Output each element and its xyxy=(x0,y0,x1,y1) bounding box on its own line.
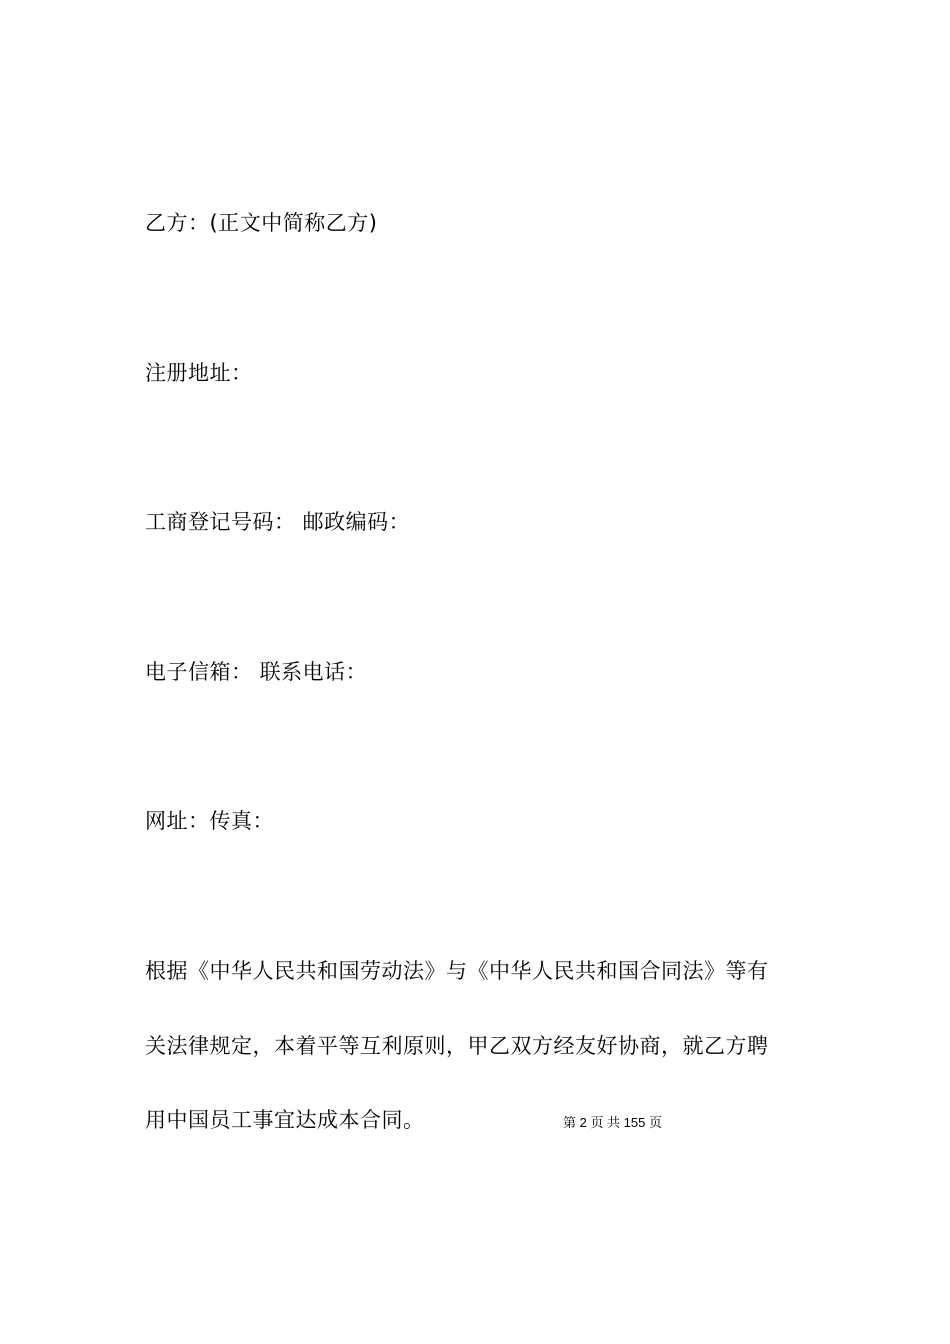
registration-postcode-line: 工商登记号码： 邮政编码： xyxy=(145,510,411,534)
website-fax-line: 网址：传真： xyxy=(145,809,274,833)
page-number: 第 2 页 共 155 页 xyxy=(563,1115,662,1130)
party-b-line: 乙方：(正文中简称乙方) xyxy=(145,211,378,235)
body-paragraph-line-3: 用中国员工事宜达成本合同。 xyxy=(145,1108,425,1132)
registered-address-line: 注册地址： xyxy=(145,361,253,385)
body-paragraph-line-1: 根据《中华人民共和国劳动法》与《中华人民共和国合同法》等有 xyxy=(145,959,769,983)
body-paragraph-line-2: 关法律规定，本着平等互利原则，甲乙双方经友好协商，就乙方聘 xyxy=(145,1034,769,1058)
email-phone-line: 电子信箱： 联系电话： xyxy=(145,660,368,684)
